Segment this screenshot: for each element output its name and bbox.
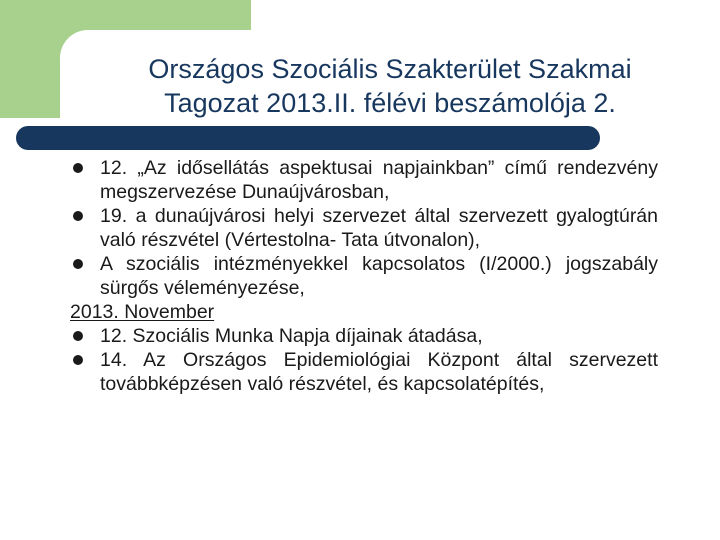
bullet-item: A szociális intézményekkel kapcsolatos (I/2000.) jogszabály sürgős véleményezése, xyxy=(72,252,658,300)
section-heading: 2013. November xyxy=(70,301,215,323)
slide-title-line-2: Tagozat 2013.II. félévi beszámolója 2. xyxy=(164,88,616,118)
bullet-item: 14. Az Országos Epidemiológiai Központ által szervezett továbbképzésen való részvétel, és kapcsolatépítés, xyxy=(72,348,658,396)
slide-content xyxy=(72,156,658,396)
bullet-item: 19. a dunaújvárosi helyi szervezet által szervezett gyalogtúrán való részvétel (Vértestolna- Tata útvonalon), xyxy=(72,204,658,252)
bullet-item: 12. Szociális Munka Napja díjainak átadása, xyxy=(72,324,658,348)
slide-title-line-1: Országos Szociális Szakterület Szakmai xyxy=(148,54,632,84)
bullet-item: 12. „Az idősellátás aspektusai napjainkban” című rendezvény megszervezése Dunaújvárosban, xyxy=(72,156,658,204)
title-underline-bar xyxy=(16,126,600,150)
slide-title xyxy=(60,52,720,120)
